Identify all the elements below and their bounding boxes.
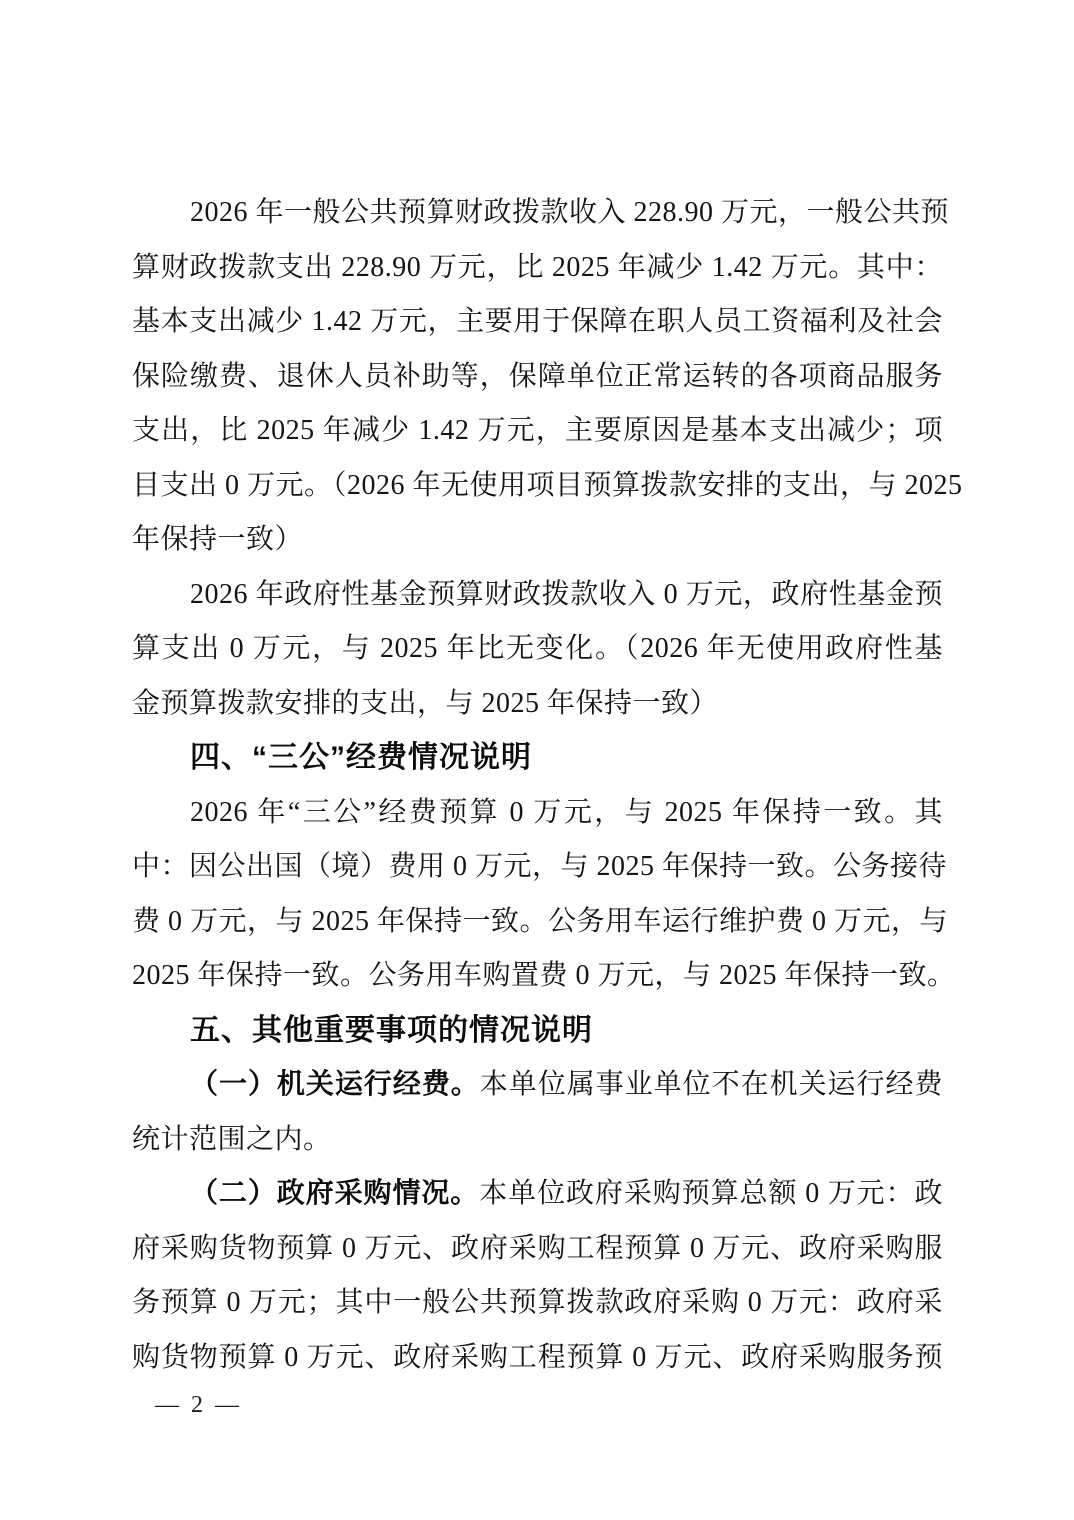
text-segment: 务预算 0 万元；其中一般公共预算拨款政府采购 0 万元：政府采 [132, 1287, 943, 1318]
section-heading [132, 1004, 943, 1059]
page-number: — 2 — [155, 1392, 242, 1418]
bold-text-segment: （二）政府采购情况。 [190, 1178, 480, 1209]
text-line [132, 786, 943, 841]
text-line [132, 1276, 943, 1331]
text-segment: 支出，比 2025 年减少 1.42 万元，主要原因是基本支出减少；项 [132, 415, 943, 446]
text-line [132, 677, 943, 732]
text-line [132, 1331, 943, 1386]
bold-text-segment: （一）机关运行经费。 [190, 1069, 480, 1100]
text-segment: 保险缴费、退休人员补助等，保障单位正常运转的各项商品服务 [132, 360, 943, 392]
text-segment: 费 0 万元，与 2025 年保持一致。公务用车运行维护费 0 万元，与 [132, 905, 949, 937]
text-line [132, 295, 943, 350]
text-line [132, 1222, 943, 1277]
text-segment: 购货物预算 0 万元、政府采购工程预算 0 万元、政府采购服务预 [132, 1341, 943, 1373]
text-segment: 基本支出减少 1.42 万元，主要用于保障在职人员工资福利及社会 [132, 306, 943, 337]
text-line [132, 568, 943, 623]
text-line [132, 513, 943, 568]
text-segment: 目支出 0 万元。（2026 年无使用项目预算拨款安排的支出，与 2025 [132, 469, 963, 501]
text-line [132, 895, 949, 950]
text-segment: 2025 年保持一致。公务用车购置费 0 万元，与 2025 年保持一致。 [132, 960, 956, 991]
text-line [132, 186, 950, 241]
text-line [132, 1167, 943, 1222]
text-segment: 本单位政府采购预算总额 0 万元：政 [479, 1178, 943, 1209]
text-line [132, 350, 943, 405]
section-heading [132, 731, 943, 786]
text-line [132, 840, 948, 895]
text-segment: 金预算拨款安排的支出，与 2025 年保持一致） [132, 687, 719, 719]
text-line [132, 949, 956, 1004]
bold-text-segment: 五、其他重要事项的情况说明 [190, 1013, 593, 1047]
text-segment: 中：因公出国（境）费用 0 万元，与 2025 年保持一致。公务接待 [132, 851, 948, 882]
text-line [132, 622, 943, 677]
text-segment: 年保持一致） [132, 524, 304, 555]
text-segment: 2026 年“三公”经费预算 0 万元，与 2025 年保持一致。其 [190, 796, 943, 828]
text-segment: 府采购货物预算 0 万元、政府采购工程预算 0 万元、政府采购服 [132, 1232, 943, 1264]
text-line [132, 1113, 943, 1168]
text-line [132, 404, 943, 459]
bold-text-segment: 四、“三公”经费情况说明 [190, 741, 532, 774]
text-segment: 统计范围之内。 [132, 1123, 332, 1155]
text-segment: 算财政拨款支出 228.90 万元，比 2025 年减少 1.42 万元。其中： [132, 251, 943, 283]
text-line [132, 241, 943, 296]
text-segment: 2026 年政府性基金预算财政拨款收入 0 万元，政府性基金预 [190, 578, 943, 610]
text-segment: 本单位属事业单位不在机关运行经费 [479, 1069, 943, 1100]
text-line [132, 1058, 943, 1113]
text-segment: 算支出 0 万元，与 2025 年比无变化。（2026 年无使用政府性基 [132, 633, 943, 664]
text-segment: 2026 年一般公共预算财政拨款收入 228.90 万元，一般公共预 [190, 197, 950, 228]
text-line [132, 459, 963, 514]
document-body [132, 186, 963, 1385]
